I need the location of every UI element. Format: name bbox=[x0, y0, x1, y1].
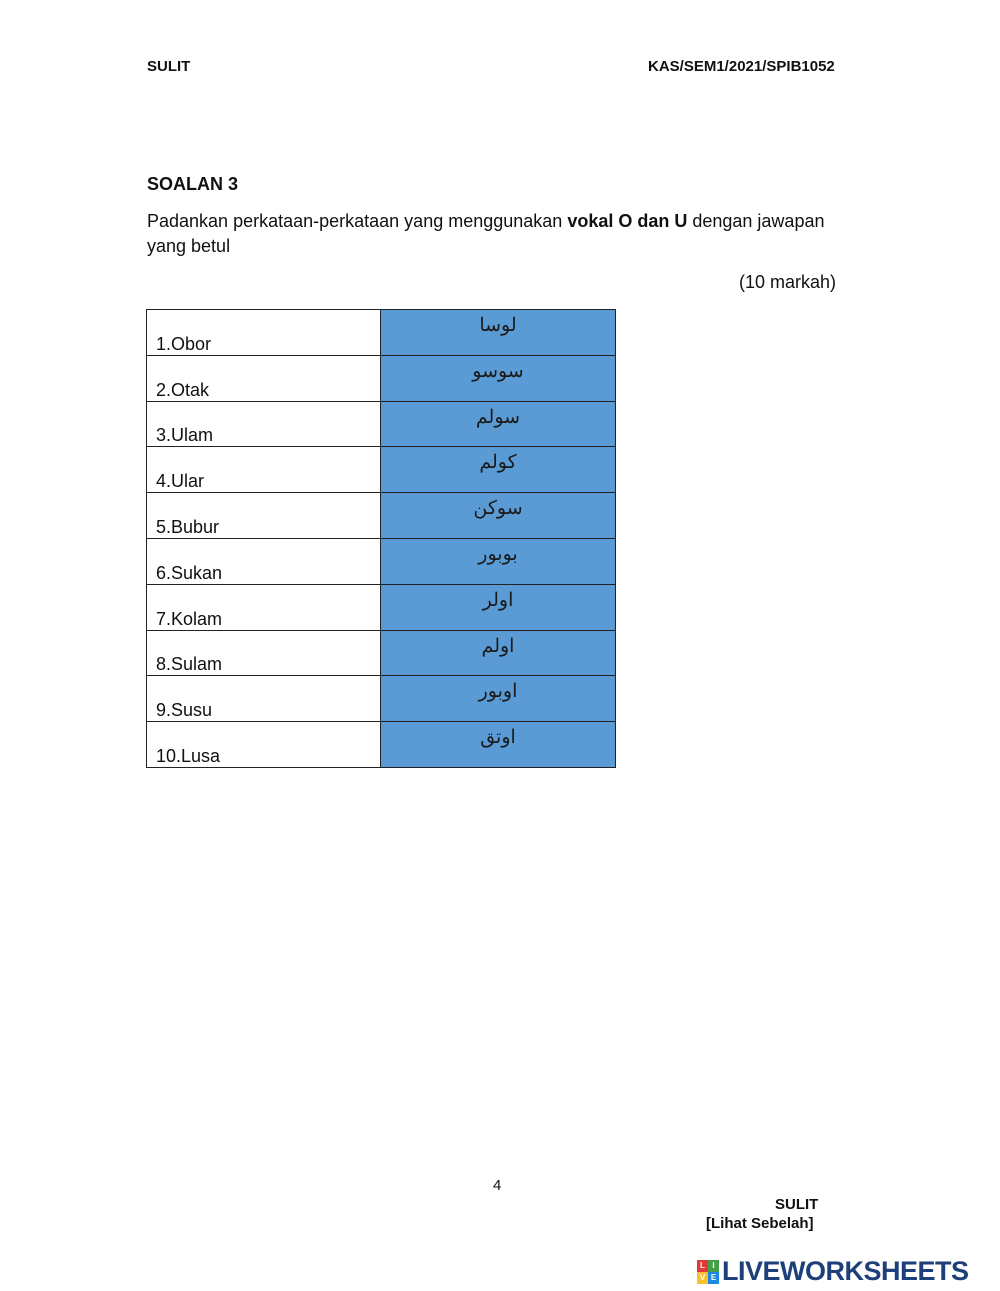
rumi-word: 8.Sulam bbox=[156, 654, 223, 675]
table-row bbox=[147, 493, 616, 539]
table-row bbox=[147, 401, 616, 447]
word-cell bbox=[147, 401, 381, 447]
word-cell bbox=[147, 630, 381, 676]
jawi-answer-cell[interactable] bbox=[381, 630, 616, 676]
jawi-answer-cell[interactable] bbox=[381, 401, 616, 447]
liveworksheets-logo-icon bbox=[697, 1260, 719, 1284]
rumi-word: 2.Otak bbox=[156, 379, 210, 400]
table-row bbox=[147, 630, 616, 676]
word-cell bbox=[147, 584, 381, 630]
liveworksheets-brand[interactable] bbox=[697, 1256, 969, 1287]
rumi-word: 10.Lusa bbox=[156, 745, 221, 766]
rumi-word: 5.Bubur bbox=[156, 516, 220, 537]
table-row bbox=[147, 355, 616, 401]
header-code: KAS/SEM1/2021/SPIB1052 bbox=[648, 58, 835, 75]
rumi-word: 6.Sukan bbox=[156, 562, 223, 583]
table-row bbox=[147, 722, 616, 768]
word-cell bbox=[147, 310, 381, 356]
rumi-word: 7.Kolam bbox=[156, 608, 223, 629]
jawi-answer-cell[interactable] bbox=[381, 310, 616, 356]
jawi-word: سوكن bbox=[473, 497, 523, 520]
jawi-word: لوسا bbox=[479, 314, 517, 336]
jawi-word: سوسو bbox=[472, 359, 524, 382]
jawi-answer-cell[interactable] bbox=[381, 447, 616, 493]
jawi-answer-cell[interactable] bbox=[381, 493, 616, 539]
logo-letter: V bbox=[697, 1272, 708, 1284]
jawi-word: اولم bbox=[481, 634, 515, 657]
jawi-answer-cell[interactable] bbox=[381, 538, 616, 584]
table-row bbox=[147, 584, 616, 630]
rumi-word: 3.Ulam bbox=[156, 425, 214, 446]
instruction-text-bold: vokal O dan U bbox=[567, 211, 688, 231]
header-left: SULIT bbox=[147, 58, 191, 75]
word-cell bbox=[147, 676, 381, 722]
jawi-answer-cell[interactable] bbox=[381, 722, 616, 768]
jawi-word: اولر bbox=[482, 588, 514, 611]
question-title: SOALAN 3 bbox=[147, 174, 239, 194]
matching-table bbox=[146, 309, 616, 768]
jawi-answer-cell[interactable] bbox=[381, 676, 616, 722]
word-cell bbox=[147, 722, 381, 768]
table-row bbox=[147, 447, 616, 493]
footer-lihat-sebelah: [Lihat Sebelah] bbox=[706, 1215, 814, 1232]
table-row bbox=[147, 676, 616, 722]
page-number: 4 bbox=[493, 1177, 502, 1194]
jawi-word: اوبور bbox=[478, 680, 518, 703]
brand-name: LIVEWORKSHEETS bbox=[722, 1256, 969, 1286]
instruction-text-start: Padankan perkataan-perkataan yang menggunakan bbox=[147, 211, 568, 231]
rumi-word: 9.Susu bbox=[156, 700, 213, 721]
jawi-answer-cell[interactable] bbox=[381, 584, 616, 630]
logo-letter: I bbox=[708, 1260, 719, 1272]
question-instruction bbox=[147, 209, 847, 259]
word-cell bbox=[147, 355, 381, 401]
table-row bbox=[147, 538, 616, 584]
table-row bbox=[147, 310, 616, 356]
rumi-word: 4.Ular bbox=[156, 471, 205, 492]
footer-sulit: SULIT bbox=[775, 1196, 819, 1213]
jawi-word: اوتق bbox=[480, 726, 516, 749]
rumi-word: 1.Obor bbox=[156, 333, 212, 354]
jawi-answer-cell[interactable] bbox=[381, 355, 616, 401]
word-cell bbox=[147, 538, 381, 584]
word-cell bbox=[147, 493, 381, 539]
marks-label: (10 markah) bbox=[739, 272, 837, 292]
jawi-word: كولم bbox=[479, 451, 517, 474]
jawi-word: بوبور bbox=[478, 542, 518, 565]
logo-letter: L bbox=[697, 1260, 708, 1272]
logo-letter: E bbox=[708, 1272, 719, 1284]
word-cell bbox=[147, 447, 381, 493]
jawi-word: سولم bbox=[475, 405, 521, 428]
instruction-text-end: dengan jawapan yang betul bbox=[147, 211, 825, 256]
